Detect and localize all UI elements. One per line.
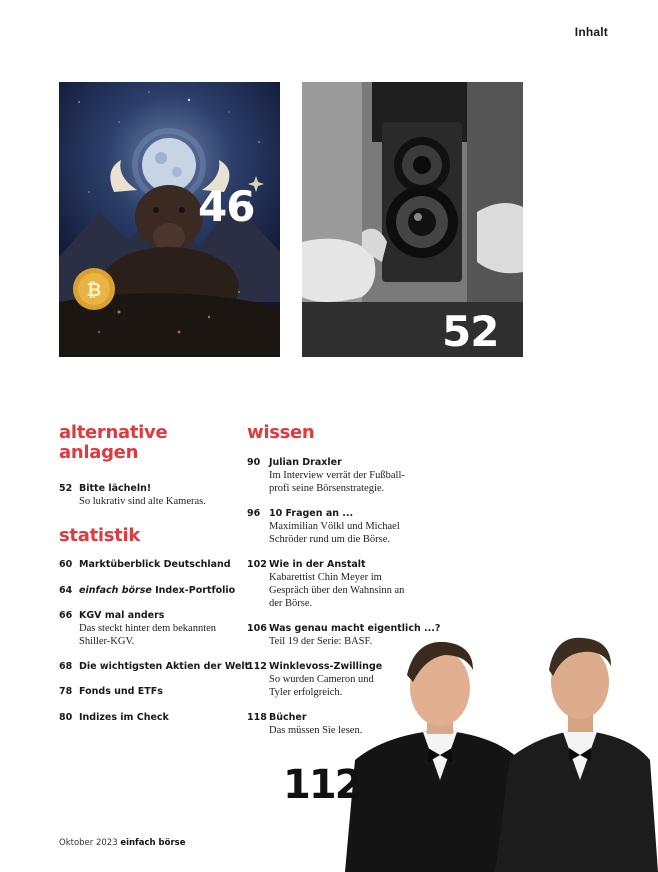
- page-number-overlay: 46: [198, 182, 255, 231]
- page-number: 112: [247, 661, 267, 672]
- twins-illustration: [345, 630, 658, 872]
- entry-description: So lukrativ sind alte Kameras.: [79, 496, 206, 507]
- entry-description: der Börse.: [269, 598, 313, 609]
- section-title-line: alternative: [59, 422, 168, 443]
- section-header-label: Inhalt: [574, 25, 608, 39]
- page-number: 78: [59, 686, 73, 697]
- entry-title-italic: einfach börse: [79, 585, 152, 596]
- section-title-wissen: wissen: [247, 422, 315, 443]
- entry-title: KGV mal anders: [79, 610, 165, 621]
- entry-title: Bitte lächeln!: [79, 483, 152, 494]
- page-number: 60: [59, 559, 73, 570]
- twins-photo: [345, 630, 658, 872]
- section-title-line: anlagen: [59, 442, 139, 463]
- entry-title: Winklevoss-Zwillinge: [269, 661, 383, 672]
- entry-description: Tyler erfolgreich.: [269, 687, 343, 698]
- footer: [59, 838, 185, 848]
- entry-title: Julian Draxler: [269, 457, 342, 468]
- page-number: 64: [59, 585, 73, 596]
- entry-title: Was genau macht eigentlich ...?: [269, 623, 441, 634]
- camera-image: [302, 82, 523, 357]
- entry-title-rest: Index-Portfolio: [151, 585, 236, 596]
- page-number: 68: [59, 661, 73, 672]
- entry-title: Marktüberblick Deutschland: [79, 559, 231, 570]
- page-number: 118: [247, 712, 267, 723]
- page-number: 90: [247, 457, 261, 468]
- page-number-feature: 112: [283, 762, 361, 808]
- entry-description: Das müssen Sie lesen.: [269, 725, 363, 736]
- entry-title: 10 Fragen an ...: [269, 508, 354, 519]
- footer-date: Oktober 2023: [59, 838, 118, 848]
- entry-title: Die wichtigsten Aktien der Welt: [79, 661, 250, 672]
- entry-title: Bücher: [269, 712, 307, 723]
- page-number: 80: [59, 712, 73, 723]
- svg-text:₿: ₿: [86, 280, 102, 301]
- entry-description: Kabarettist Chin Meyer im: [269, 572, 382, 583]
- footer-brand: einfach börse: [120, 838, 186, 848]
- section-title-alternative: [59, 423, 167, 463]
- entry-description: Schröder rund um die Börse.: [269, 534, 391, 545]
- page-number: 106: [247, 623, 267, 634]
- page-number-overlay: 52: [442, 307, 499, 356]
- entry-title: Indizes im Check: [79, 712, 169, 723]
- entry-description: profi seine Börsenstrategie.: [269, 483, 385, 494]
- bull-moon-image: [59, 82, 280, 357]
- page-number: 52: [59, 483, 73, 494]
- section-title-statistik: statistik: [59, 525, 140, 546]
- entry-description: So wurden Cameron und: [269, 674, 374, 685]
- page-number: 66: [59, 610, 73, 621]
- page-number: 96: [247, 508, 261, 519]
- entry-title: Wie in der Anstalt: [269, 559, 366, 570]
- page-number: 102: [247, 559, 267, 570]
- entry-description: Im Interview verrät der Fußball-: [269, 470, 405, 481]
- entry-description: Gespräch über den Wahnsinn an: [269, 585, 405, 596]
- entry-title: Fonds und ETFs: [79, 686, 163, 697]
- entry-description: Das steckt hinter dem bekannten: [79, 623, 217, 634]
- entry-description: Shiller-KGV.: [79, 636, 135, 647]
- entry-title: [79, 584, 254, 597]
- entry-description: Maximilian Völkl und Michael: [269, 521, 400, 532]
- entry-description: Teil 19 der Serie: BASF.: [269, 636, 373, 647]
